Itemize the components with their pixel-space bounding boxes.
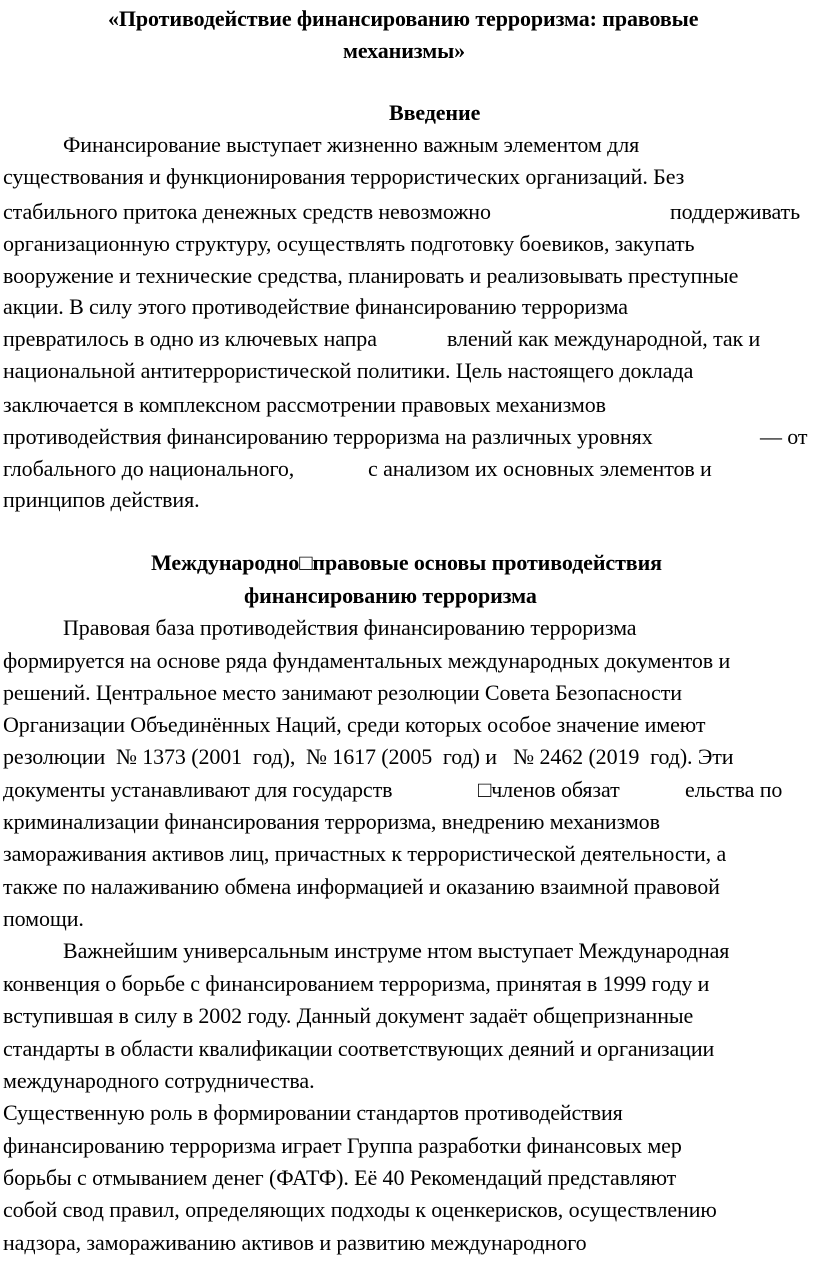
section-paragraph-line: документы устанавливают для государств [3, 777, 393, 802]
section-paragraph-line: стандарты в области квалификации соответствующих деяний и организации [3, 1036, 715, 1061]
intro-line: принципов действия. [3, 487, 200, 512]
section-paragraph-line: надзора, замораживанию активов и развитию международного [3, 1230, 587, 1255]
intro-line: вооружение и технические средства, планировать и реализовывать преступные [3, 263, 739, 288]
section-paragraph-line: Существенную роль в формировании стандартов противодействия [3, 1100, 623, 1125]
section-paragraph-line: также по налаживанию обмена информацией и оказанию взаимной правовой [3, 874, 720, 899]
section-paragraph-line: резолюции № 1373 (2001 год), № 1617 (2005 год) и № 2462 (2019 год). Эти [3, 744, 734, 769]
intro-heading: Введение [389, 100, 481, 125]
section-paragraph-line: Важнейшим универсальным инструме нтом выступает Международная [63, 938, 730, 963]
section-paragraph-fragment: □членов обязат [478, 777, 620, 802]
section-paragraph-line: решений. Центральное место занимают резолюции Совета Безопасности [3, 680, 682, 705]
section-paragraph-line: криминализации финансирования терроризма, внедрению механизмов [3, 809, 660, 834]
intro-line: противодействия финансированию терроризма на различных уровнях [3, 424, 653, 449]
section-paragraph-line: формируется на основе ряда фундаментальных международных документов и [3, 648, 731, 673]
section-paragraph-line: помощи. [3, 906, 84, 931]
section-paragraph-line: Правовая база противодействия финансированию терроризма [63, 615, 637, 640]
section-heading-line-1: Международно□правовые основы противодействия [151, 550, 662, 575]
intro-line: акции. В силу этого противодействие финансированию терроризма [3, 294, 628, 319]
intro-line: Финансирование выступает жизненно важным элементом для [63, 132, 640, 157]
intro-line: глобального до национального, [3, 456, 295, 481]
document-title-line-1: «Противодействие финансированию терроризма: правовые [108, 6, 699, 31]
intro-line: существования и функционирования террористических организаций. Без [3, 164, 685, 189]
intro-line-fragment: поддерживать [670, 199, 801, 224]
intro-line-fragment: влений как международной, так и [447, 326, 761, 351]
intro-line: организационную структуру, осуществлять подготовку боевиков, закупать [3, 231, 695, 256]
section-paragraph-line: собой свод правил, определяющих подходы к оценкерисков, осуществлению [3, 1197, 717, 1222]
intro-line: национальной антитеррористической политики. Цель настоящего доклада [3, 358, 694, 383]
section-paragraph-line: замораживания активов лиц, причастных к террористической деятельности, а [3, 841, 727, 866]
section-heading-line-2: финансированию терроризма [244, 583, 537, 608]
section-paragraph-line: Организации Объединённых Наций, среди которых особое значение имеют [3, 712, 706, 737]
intro-line: заключается в комплексном рассмотрении правовых механизмов [3, 392, 606, 417]
section-paragraph-fragment: ельства по [685, 777, 783, 802]
intro-line: стабильного притока денежных средств невозможно [3, 199, 491, 224]
intro-line-fragment: — от [760, 424, 808, 449]
section-paragraph-line: вступившая в силу в 2002 году. Данный документ задаёт общепризнанные [3, 1003, 694, 1028]
intro-line-fragment: с анализом их основных элементов и [368, 456, 712, 481]
section-paragraph-line: борьбы с отмыванием денег (ФАТФ). Её 40 Рекомендаций представляют [3, 1165, 677, 1190]
document-title-line-2: механизмы» [343, 38, 466, 63]
section-paragraph-line: конвенция о борьбе с финансированием терроризма, принятая в 1999 году и [3, 971, 710, 996]
intro-line: превратилось в одно из ключевых напра [3, 326, 377, 351]
section-paragraph-line: международного сотрудничества. [3, 1068, 315, 1093]
section-paragraph-line: финансированию терроризма играет Группа разработки финансовых мер [3, 1133, 682, 1158]
